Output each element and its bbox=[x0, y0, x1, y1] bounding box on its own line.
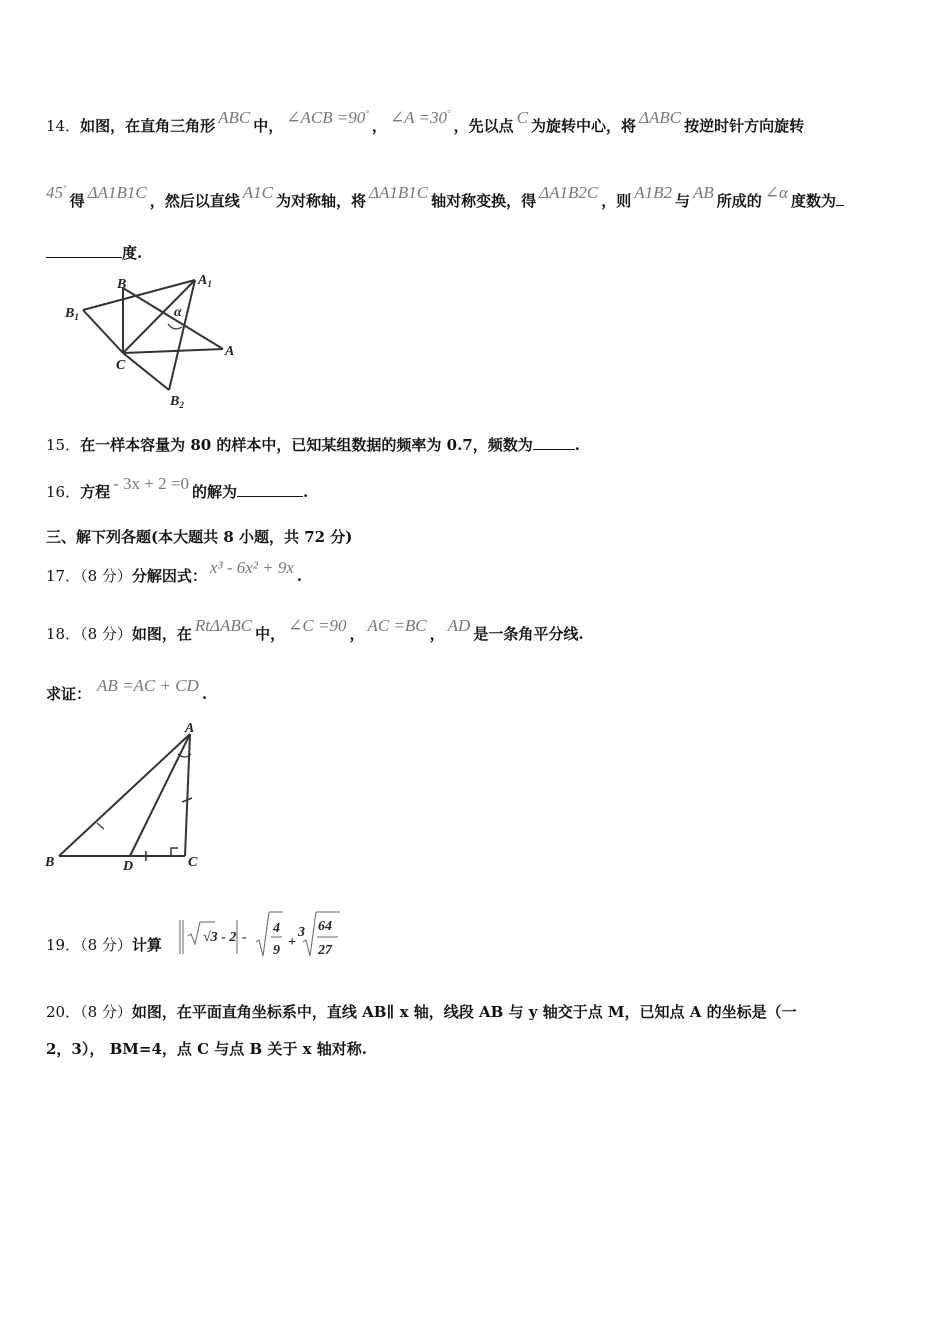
fig18-seg-ba bbox=[59, 734, 190, 856]
fig18-seg-ad bbox=[130, 734, 190, 856]
q18-math-prove: AB =AC + CD bbox=[97, 676, 199, 695]
plus-sign: + bbox=[288, 935, 296, 950]
q15-number: 15． bbox=[46, 436, 81, 454]
fig18-tick-ab bbox=[97, 823, 104, 829]
q14-text10: 轴对称变换，得 bbox=[431, 192, 537, 210]
q18-prove-line bbox=[46, 676, 208, 704]
q17-text: 分解因式： bbox=[131, 567, 207, 585]
fig18-label-c: C bbox=[188, 855, 198, 870]
q14-math-tri-a1b1c: ΔA1B1C bbox=[87, 183, 147, 202]
q16-equation: - 3x + 2 =0 bbox=[113, 474, 189, 493]
q14-text9: 为对称轴，将 bbox=[275, 192, 366, 210]
fig14-seg-a1b2 bbox=[169, 280, 195, 390]
q18-score: （8 分） bbox=[80, 625, 132, 643]
q14-math-a1c: A1C bbox=[242, 183, 273, 202]
q14-text8: ，然后以直线 bbox=[149, 192, 240, 210]
q14-text4: ，先以点 bbox=[453, 117, 514, 135]
q18-prove-label: 求证： bbox=[46, 685, 92, 703]
q14-math-angle-acb: ∠ACB =90° bbox=[286, 108, 369, 127]
section3-title: 三、解下列各题(本大题共 8 小题，共 72 分) bbox=[46, 528, 353, 546]
fig14-label-a: A bbox=[225, 344, 235, 359]
frac-num-64: 64 bbox=[318, 919, 332, 934]
frac-den-27: 27 bbox=[318, 943, 332, 958]
fig14-angle-arc bbox=[168, 324, 182, 329]
fig18-label-a: A bbox=[185, 721, 195, 736]
q17-number: 17． bbox=[46, 567, 81, 585]
q18-math-rt-abc: RtΔABC bbox=[194, 616, 253, 635]
q14-text12: 与 bbox=[674, 192, 690, 210]
fig14-label-c: C bbox=[116, 358, 126, 373]
q14-answer-blank-a[interactable] bbox=[836, 191, 844, 206]
q14-math-ab: AB bbox=[693, 183, 714, 202]
fig14-seg-b1c bbox=[83, 310, 123, 353]
q20-text1: 如图，在平面直角坐标系中，直线 AB∥ x 轴，线段 AB 与 y 轴交于点 M，已知点 A 的坐标是（一 bbox=[131, 1003, 797, 1021]
q14-text15: 度. bbox=[122, 244, 143, 262]
frac-num-4: 4 bbox=[273, 921, 280, 936]
q15-text: 在一样本容量为 80 的样本中，已知某组数据的频率为 0.7，频数为 bbox=[80, 436, 533, 454]
q14-math-tri-a1b2c: ΔA1B2C bbox=[539, 183, 599, 202]
q15-answer-blank[interactable] bbox=[533, 435, 575, 450]
q18-math-angle-c: ∠C =90 bbox=[288, 616, 347, 635]
q14-answer-blank-b[interactable] bbox=[46, 243, 122, 258]
fig14-label-b1: $B_1$ bbox=[65, 306, 79, 322]
q16-end: . bbox=[302, 483, 309, 501]
cbrt-index: 3 bbox=[298, 925, 305, 940]
q19-expression bbox=[176, 908, 346, 964]
fig14-seg-ca bbox=[123, 349, 223, 353]
q16-text1: 方程 bbox=[80, 483, 111, 501]
q18-text5: 是一条角平分线. bbox=[473, 625, 584, 643]
q14-text2: 中， bbox=[253, 117, 284, 135]
q19-text: 计算 bbox=[131, 936, 162, 954]
q17-expression: x³ - 6x² + 9x bbox=[209, 558, 294, 577]
fig18-seg-ac bbox=[185, 734, 190, 856]
q17-end: . bbox=[296, 567, 303, 585]
q18-text4: ， bbox=[429, 625, 445, 643]
q17-score: （8 分） bbox=[80, 567, 132, 585]
fig18-label-d: D bbox=[123, 859, 134, 870]
q15-end: . bbox=[574, 436, 580, 454]
q14-text3: ， bbox=[371, 117, 387, 135]
fig18-label-b: B bbox=[45, 855, 55, 870]
q18-line bbox=[46, 616, 584, 644]
fig14-seg-ba bbox=[123, 288, 223, 349]
q14-text14: 度数为 bbox=[790, 192, 836, 210]
q18-end: . bbox=[201, 685, 208, 703]
q18-figure bbox=[42, 720, 212, 870]
q20-line1 bbox=[46, 1001, 797, 1022]
q14-text7: 得 bbox=[69, 192, 85, 210]
q20-score: （8 分） bbox=[80, 1003, 132, 1021]
q19-line bbox=[46, 934, 162, 955]
fig14-seg-a1c bbox=[123, 280, 195, 353]
fig14-label-b2: $B_2$ bbox=[170, 394, 184, 410]
q14-math-45: 45° bbox=[46, 183, 67, 202]
q14-line1 bbox=[46, 108, 805, 136]
fig14-seg-cb2 bbox=[123, 353, 169, 390]
q16-line bbox=[46, 474, 309, 502]
q20-line2: 2，3）， BM=4，点 C 与点 B 关于 x 轴对称. bbox=[46, 1040, 367, 1058]
q14-line3 bbox=[46, 242, 142, 263]
fig14-label-b: B bbox=[117, 277, 127, 292]
q16-answer-blank[interactable] bbox=[237, 482, 303, 497]
q14-math-tri-a1b1c-2: ΔA1B1C bbox=[368, 183, 429, 202]
q19-score: （8 分） bbox=[80, 936, 132, 954]
q18-math-ac-bc: AC =BC bbox=[367, 616, 427, 635]
q18-math-ad: AD bbox=[447, 616, 471, 635]
q18-text2: 中， bbox=[255, 625, 286, 643]
q14-text6: 按逆时针方向旋转 bbox=[684, 117, 805, 135]
q14-line2 bbox=[46, 183, 844, 211]
q14-math-angle-a: ∠A =30° bbox=[389, 108, 451, 127]
q20-number: 20． bbox=[46, 1003, 81, 1021]
q16-text2: 的解为 bbox=[191, 483, 237, 501]
q15-line bbox=[46, 434, 580, 455]
frac-den-9: 9 bbox=[273, 943, 280, 958]
q17-line bbox=[46, 558, 303, 586]
q14-text11: ，则 bbox=[601, 192, 632, 210]
q14-math-a1b2: A1B2 bbox=[634, 183, 672, 202]
minus-sign: - bbox=[242, 930, 247, 945]
q18-number: 18． bbox=[46, 625, 81, 643]
q14-math-alpha: ∠α bbox=[764, 183, 788, 202]
q14-text13: 所成的 bbox=[716, 192, 762, 210]
q18-text1: 如图，在 bbox=[131, 625, 192, 643]
q18-text3: ， bbox=[349, 625, 365, 643]
q14-text5: 为旋转中心，将 bbox=[530, 117, 636, 135]
sqrt3-content: √3 - 2 bbox=[203, 930, 237, 945]
q14-text1: 如图，在直角三角形 bbox=[80, 117, 216, 135]
q14-number: 14． bbox=[46, 117, 81, 135]
q14-math-abc: ABC bbox=[218, 108, 251, 127]
q16-number: 16． bbox=[46, 483, 81, 501]
fig14-label-a1: $A_1$ bbox=[198, 273, 212, 289]
fig14-label-alpha: α bbox=[174, 305, 182, 320]
q14-figure bbox=[62, 272, 262, 412]
q14-math-c: C bbox=[516, 108, 528, 127]
q19-number: 19． bbox=[46, 936, 81, 954]
fig18-right-angle bbox=[171, 848, 178, 856]
q14-math-tri-abc: ΔABC bbox=[638, 108, 682, 127]
